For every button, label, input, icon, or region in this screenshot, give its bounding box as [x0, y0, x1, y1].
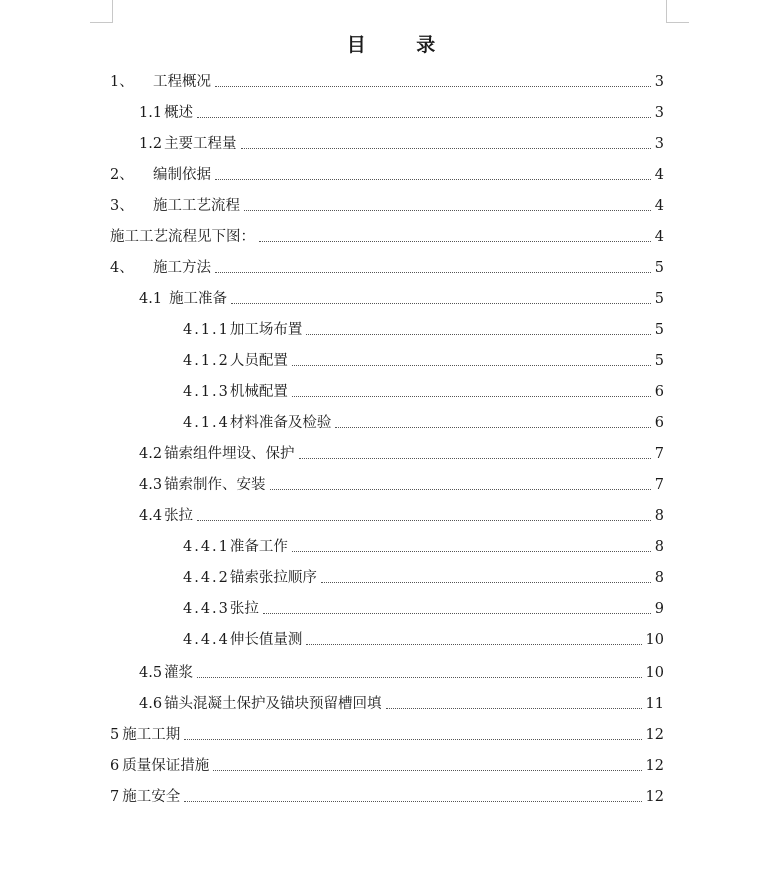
- toc-entry-number: 4.4: [139, 507, 163, 524]
- toc-entry-page: 7: [654, 445, 664, 462]
- toc-entry-label: 施工安全: [122, 788, 181, 805]
- toc-entry-page: 8: [654, 569, 664, 586]
- toc-leader-dots: [299, 458, 651, 459]
- toc-entry[interactable]: [183, 624, 664, 655]
- toc-leader-dots: [386, 708, 642, 709]
- toc-leader-dots: [306, 334, 650, 335]
- toc-leader-dots: [231, 303, 651, 304]
- toc-entry-page: 4: [654, 228, 664, 245]
- toc-entry-number: 4.6: [139, 695, 163, 712]
- toc-entry[interactable]: [183, 407, 664, 438]
- toc-entry-page: 5: [654, 259, 664, 276]
- toc-entry-label: 质量保证措施: [122, 757, 210, 774]
- toc-entry[interactable]: [110, 66, 664, 97]
- toc-entry-label: 加工场布置: [229, 321, 303, 338]
- toc-entry-page: 5: [654, 352, 664, 369]
- toc-entry-number: 7: [110, 788, 120, 805]
- toc-entry-number: 6: [110, 757, 120, 774]
- toc-entry-label: 主要工程量: [164, 135, 237, 152]
- toc-entry[interactable]: [139, 500, 664, 531]
- toc-leader-dots: [263, 613, 651, 614]
- toc-entry-page: 12: [645, 726, 664, 743]
- toc-entry[interactable]: [139, 283, 664, 314]
- toc-entry-label: 施工准备: [169, 290, 228, 307]
- toc-entry-page: 3: [654, 104, 664, 121]
- toc-entry[interactable]: [183, 314, 664, 345]
- toc-entry-number: 1.1: [139, 104, 163, 121]
- toc-entry[interactable]: [110, 252, 664, 283]
- toc-entry-page: 10: [645, 631, 664, 648]
- toc-entry[interactable]: [110, 221, 664, 252]
- toc-entry-page: 6: [654, 414, 664, 431]
- toc-entry-number: 4.1.1: [183, 321, 230, 338]
- toc-entry-number: 4.5: [139, 664, 163, 681]
- toc-leader-dots: [321, 582, 651, 583]
- toc-leader-dots: [270, 489, 651, 490]
- toc-entry-page: 3: [654, 135, 664, 152]
- toc-entry-number: 4、: [110, 259, 134, 276]
- toc-leader-dots: [197, 520, 651, 521]
- toc-entry-page: 5: [654, 290, 664, 307]
- toc-entry-label: 施工工艺流程: [153, 197, 240, 214]
- toc-entry[interactable]: [139, 688, 664, 719]
- toc-entry-label: 锚头混凝土保护及锚块预留槽回填: [164, 695, 382, 712]
- toc-entry-label: 概述: [164, 104, 194, 121]
- toc-entry-number: 4.4.1: [183, 538, 230, 555]
- toc-entry[interactable]: [183, 376, 664, 407]
- toc-entry-number: 4.1.3: [183, 383, 230, 400]
- toc-entry-label: 材料准备及检验: [229, 414, 332, 431]
- toc-entry-page: 12: [645, 757, 664, 774]
- toc-entry-label: 编制依据: [153, 166, 211, 183]
- toc-entry[interactable]: [110, 190, 664, 221]
- toc-leader-dots: [292, 396, 651, 397]
- toc-entry[interactable]: [183, 562, 664, 593]
- toc-entry-number: 1、: [110, 73, 134, 90]
- toc-entry-number: 4.4.4: [183, 631, 230, 648]
- toc-entry[interactable]: [139, 657, 664, 688]
- toc-entry-number: 5: [110, 726, 120, 743]
- toc-entry-number: 1.2: [139, 135, 163, 152]
- toc-leader-dots: [215, 86, 651, 87]
- toc-entry-number: 4.1: [139, 290, 163, 307]
- toc-entry-page: 12: [645, 788, 664, 805]
- toc-leader-dots: [259, 241, 651, 242]
- toc-entry[interactable]: [110, 750, 664, 781]
- toc-entry-label: 施工工期: [122, 726, 181, 743]
- toc-entry-label: 锚索组件埋设、保护: [164, 445, 295, 462]
- toc-entry-number: 4.4.2: [183, 569, 230, 586]
- toc-leader-dots: [335, 427, 650, 428]
- toc-entry-page: 7: [654, 476, 664, 493]
- toc-leader-dots: [241, 148, 651, 149]
- toc-entry-page: 5: [654, 321, 664, 338]
- toc-leader-dots: [184, 739, 641, 740]
- toc-entry-number: 4.1.2: [183, 352, 230, 369]
- toc-entry[interactable]: [183, 345, 664, 376]
- toc-leader-dots: [292, 551, 651, 552]
- toc-entry-page: 8: [654, 507, 664, 524]
- toc-entry-page: 11: [645, 695, 664, 712]
- toc-entry-label: 施工方法: [153, 259, 211, 276]
- toc-entry-label: 施工工艺流程见下图：: [110, 228, 255, 245]
- toc-entry-page: 4: [654, 197, 664, 214]
- toc-entry-number: 2、: [110, 166, 134, 183]
- toc-leader-dots: [215, 179, 651, 180]
- toc-entry-label: 人员配置: [229, 352, 288, 369]
- toc-entry-number: 3、: [110, 197, 134, 214]
- toc-entry[interactable]: [110, 159, 664, 190]
- toc-entry[interactable]: [110, 719, 664, 750]
- toc-entry[interactable]: [139, 128, 664, 159]
- toc-entry[interactable]: [139, 469, 664, 500]
- toc-entry-number: 4.2: [139, 445, 163, 462]
- toc-entry-label: 张拉: [164, 507, 194, 524]
- page-corner-mark-right: [666, 0, 689, 23]
- toc-entry[interactable]: [139, 97, 664, 128]
- toc-entry-page: 9: [654, 600, 664, 617]
- toc-entry-label: 准备工作: [229, 538, 288, 555]
- toc-entry[interactable]: [110, 781, 664, 812]
- toc-entry-page: 3: [654, 73, 664, 90]
- toc-entry[interactable]: [139, 438, 664, 469]
- toc-entry-label: 锚索制作、安装: [164, 476, 266, 493]
- toc-entry-number: 4.1.4: [183, 414, 230, 431]
- toc-entry-page: 10: [645, 664, 664, 681]
- toc-title: 目 录: [346, 34, 458, 56]
- toc-entry-page: 6: [654, 383, 664, 400]
- toc-entry-page: 8: [654, 538, 664, 555]
- toc-leader-dots: [215, 272, 651, 273]
- toc-entry-label: 锚索张拉顺序: [229, 569, 317, 586]
- toc-entry-label: 灌浆: [164, 664, 194, 681]
- toc-leader-dots: [292, 365, 651, 366]
- toc-entry-label: 伸长值量测: [229, 631, 303, 648]
- toc-leader-dots: [244, 210, 651, 211]
- toc-leader-dots: [184, 801, 641, 802]
- toc-entry-number: 4.4.3: [183, 600, 230, 617]
- toc-entry-label: 工程概况: [153, 73, 211, 90]
- toc-entry[interactable]: [183, 593, 664, 624]
- toc-entry[interactable]: [183, 531, 664, 562]
- toc-leader-dots: [197, 117, 651, 118]
- page-corner-mark-left: [90, 0, 113, 23]
- toc-leader-dots: [197, 677, 641, 678]
- toc-entry-page: 4: [654, 166, 664, 183]
- toc-entry-number: 4.3: [139, 476, 163, 493]
- toc-leader-dots: [306, 644, 641, 645]
- toc-entry-label: 张拉: [229, 600, 259, 617]
- toc-entry-label: 机械配置: [229, 383, 288, 400]
- toc-leader-dots: [213, 770, 641, 771]
